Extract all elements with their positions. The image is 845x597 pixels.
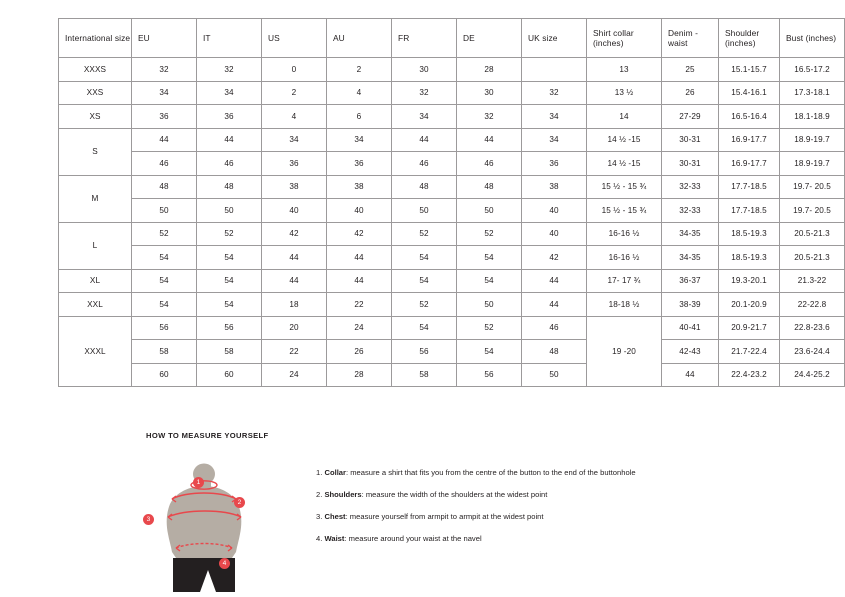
cell-international-size: XL bbox=[59, 269, 132, 293]
cell-au: 4 bbox=[327, 81, 392, 105]
cell-us: 44 bbox=[262, 269, 327, 293]
instruction-text: : measure yourself from armpit to armpit at the widest point bbox=[345, 511, 544, 521]
cell-it: 58 bbox=[197, 340, 262, 364]
instruction-term: Chest bbox=[324, 511, 346, 521]
cell-shirt-collar: 13 ½ bbox=[587, 81, 662, 105]
cell-eu: 44 bbox=[132, 128, 197, 152]
cell-de: 54 bbox=[457, 340, 522, 364]
cell-denim-waist: 26 bbox=[662, 81, 719, 105]
cell-de: 32 bbox=[457, 105, 522, 129]
cell-us: 18 bbox=[262, 293, 327, 317]
cell-uk: 48 bbox=[522, 340, 587, 364]
column-header-au: AU bbox=[327, 19, 392, 58]
cell-shirt-collar: 14 bbox=[587, 105, 662, 129]
cell-uk: 44 bbox=[522, 269, 587, 293]
cell-it: 54 bbox=[197, 293, 262, 317]
table-row bbox=[59, 175, 845, 199]
measure-instruction-list bbox=[316, 468, 746, 556]
table-row bbox=[59, 222, 845, 246]
cell-it: 36 bbox=[197, 105, 262, 129]
badge-2-shoulders: 2 bbox=[234, 497, 245, 508]
cell-uk: 34 bbox=[522, 105, 587, 129]
cell-international-size: XXL bbox=[59, 293, 132, 317]
table-row bbox=[59, 363, 845, 387]
cell-bust: 19.7- 20.5 bbox=[780, 175, 845, 199]
cell-shoulder: 18.5-19.3 bbox=[719, 246, 780, 270]
cell-shoulder: 15.4-16.1 bbox=[719, 81, 780, 105]
cell-denim-waist: 32-33 bbox=[662, 175, 719, 199]
column-header-eu: EU bbox=[132, 19, 197, 58]
instruction-term: Shoulders bbox=[324, 489, 362, 499]
cell-bust: 24.4-25.2 bbox=[780, 363, 845, 387]
cell-it: 34 bbox=[197, 81, 262, 105]
column-header-international-size: International size bbox=[59, 19, 132, 58]
cell-bust: 20.5-21.3 bbox=[780, 246, 845, 270]
cell-shoulder: 21.7-22.4 bbox=[719, 340, 780, 364]
cell-it: 32 bbox=[197, 58, 262, 82]
cell-de: 48 bbox=[457, 175, 522, 199]
cell-de: 54 bbox=[457, 269, 522, 293]
cell-shirt-collar: 15 ½ - 15 ¾ bbox=[587, 175, 662, 199]
cell-international-size: M bbox=[59, 175, 132, 222]
cell-eu: 54 bbox=[132, 246, 197, 270]
measure-instruction-waist bbox=[316, 534, 746, 543]
cell-fr: 30 bbox=[392, 58, 457, 82]
cell-fr: 54 bbox=[392, 316, 457, 340]
cell-de: 44 bbox=[457, 128, 522, 152]
cell-au: 26 bbox=[327, 340, 392, 364]
cell-au: 44 bbox=[327, 269, 392, 293]
cell-fr: 52 bbox=[392, 222, 457, 246]
cell-it: 48 bbox=[197, 175, 262, 199]
cell-it: 54 bbox=[197, 269, 262, 293]
table-row bbox=[59, 316, 845, 340]
how-to-measure-title: HOW TO MEASURE YOURSELF bbox=[146, 431, 269, 440]
table-header-row bbox=[59, 19, 845, 58]
cell-fr: 50 bbox=[392, 199, 457, 223]
cell-eu: 34 bbox=[132, 81, 197, 105]
table-body bbox=[59, 58, 845, 387]
cell-de: 30 bbox=[457, 81, 522, 105]
cell-shoulder: 18.5-19.3 bbox=[719, 222, 780, 246]
cell-au: 40 bbox=[327, 199, 392, 223]
cell-bust: 20.5-21.3 bbox=[780, 222, 845, 246]
cell-eu: 56 bbox=[132, 316, 197, 340]
column-header-shoulder: Shoulder (inches) bbox=[719, 19, 780, 58]
cell-fr: 32 bbox=[392, 81, 457, 105]
cell-denim-waist: 34-35 bbox=[662, 246, 719, 270]
badge-1-collar: 1 bbox=[193, 477, 204, 488]
cell-de: 50 bbox=[457, 199, 522, 223]
measure-instruction-shoulders bbox=[316, 490, 746, 499]
column-header-it: IT bbox=[197, 19, 262, 58]
cell-us: 4 bbox=[262, 105, 327, 129]
table-row bbox=[59, 340, 845, 364]
cell-shirt-collar: 14 ½ -15 bbox=[587, 128, 662, 152]
cell-it: 52 bbox=[197, 222, 262, 246]
cell-it: 46 bbox=[197, 152, 262, 176]
cell-au: 44 bbox=[327, 246, 392, 270]
cell-us: 40 bbox=[262, 199, 327, 223]
cell-uk: 40 bbox=[522, 222, 587, 246]
cell-shoulder: 22.4-23.2 bbox=[719, 363, 780, 387]
cell-bust: 23.6-24.4 bbox=[780, 340, 845, 364]
body-diagram bbox=[146, 462, 306, 592]
cell-us: 0 bbox=[262, 58, 327, 82]
cell-uk: 44 bbox=[522, 293, 587, 317]
table-row bbox=[59, 58, 845, 82]
table-row bbox=[59, 81, 845, 105]
cell-shirt-collar: 16-16 ½ bbox=[587, 246, 662, 270]
cell-au: 22 bbox=[327, 293, 392, 317]
column-header-denim-waist: Denim - waist bbox=[662, 19, 719, 58]
cell-eu: 46 bbox=[132, 152, 197, 176]
badge-3-chest: 3 bbox=[143, 514, 154, 525]
cell-de: 54 bbox=[457, 246, 522, 270]
cell-denim-waist: 30-31 bbox=[662, 152, 719, 176]
cell-eu: 52 bbox=[132, 222, 197, 246]
cell-fr: 48 bbox=[392, 175, 457, 199]
cell-fr: 54 bbox=[392, 269, 457, 293]
size-chart-table bbox=[58, 18, 845, 387]
cell-eu: 48 bbox=[132, 175, 197, 199]
cell-bust: 22.8-23.6 bbox=[780, 316, 845, 340]
instruction-text: : measure a shirt that fits you from the centre of the button to the end of the buttonhole bbox=[346, 468, 636, 477]
cell-denim-waist: 32-33 bbox=[662, 199, 719, 223]
cell-de: 46 bbox=[457, 152, 522, 176]
cell-bust: 21.3-22 bbox=[780, 269, 845, 293]
cell-bust: 16.5-17.2 bbox=[780, 58, 845, 82]
cell-us: 34 bbox=[262, 128, 327, 152]
cell-au: 24 bbox=[327, 316, 392, 340]
cell-uk bbox=[522, 58, 587, 82]
column-header-uk-size: UK size bbox=[522, 19, 587, 58]
badge-4-waist: 4 bbox=[219, 558, 230, 569]
cell-uk: 46 bbox=[522, 316, 587, 340]
table-row bbox=[59, 128, 845, 152]
cell-de: 28 bbox=[457, 58, 522, 82]
cell-au: 34 bbox=[327, 128, 392, 152]
cell-fr: 34 bbox=[392, 105, 457, 129]
cell-denim-waist: 27-29 bbox=[662, 105, 719, 129]
cell-fr: 54 bbox=[392, 246, 457, 270]
cell-bust: 17.3-18.1 bbox=[780, 81, 845, 105]
cell-shirt-collar: 19 -20 bbox=[587, 316, 662, 387]
table-row bbox=[59, 246, 845, 270]
cell-au: 36 bbox=[327, 152, 392, 176]
cell-au: 42 bbox=[327, 222, 392, 246]
cell-it: 56 bbox=[197, 316, 262, 340]
instruction-term: Waist bbox=[324, 533, 345, 543]
cell-eu: 50 bbox=[132, 199, 197, 223]
cell-shoulder: 17.7-18.5 bbox=[719, 199, 780, 223]
cell-uk: 42 bbox=[522, 246, 587, 270]
instruction-number: 4. bbox=[316, 533, 323, 543]
cell-denim-waist: 25 bbox=[662, 58, 719, 82]
instruction-text: : measure around your waist at the navel bbox=[344, 533, 482, 543]
cell-de: 56 bbox=[457, 363, 522, 387]
measure-instruction-chest bbox=[316, 512, 746, 521]
table-row bbox=[59, 105, 845, 129]
cell-shoulder: 16.5-16.4 bbox=[719, 105, 780, 129]
cell-bust: 19.7- 20.5 bbox=[780, 199, 845, 223]
cell-fr: 58 bbox=[392, 363, 457, 387]
measure-instruction-collar bbox=[316, 468, 746, 477]
cell-bust: 22-22.8 bbox=[780, 293, 845, 317]
cell-shoulder: 15.1-15.7 bbox=[719, 58, 780, 82]
cell-uk: 34 bbox=[522, 128, 587, 152]
cell-shoulder: 20.1-20.9 bbox=[719, 293, 780, 317]
cell-de: 50 bbox=[457, 293, 522, 317]
column-header-de: DE bbox=[457, 19, 522, 58]
cell-au: 38 bbox=[327, 175, 392, 199]
cell-au: 28 bbox=[327, 363, 392, 387]
table-row bbox=[59, 152, 845, 176]
cell-fr: 52 bbox=[392, 293, 457, 317]
cell-shirt-collar: 13 bbox=[587, 58, 662, 82]
cell-it: 60 bbox=[197, 363, 262, 387]
cell-international-size: XXXS bbox=[59, 58, 132, 82]
instruction-term: Collar bbox=[324, 468, 346, 477]
cell-denim-waist: 40-41 bbox=[662, 316, 719, 340]
column-header-fr: FR bbox=[392, 19, 457, 58]
cell-us: 20 bbox=[262, 316, 327, 340]
cell-eu: 58 bbox=[132, 340, 197, 364]
cell-international-size: XS bbox=[59, 105, 132, 129]
cell-uk: 36 bbox=[522, 152, 587, 176]
cell-fr: 56 bbox=[392, 340, 457, 364]
cell-fr: 46 bbox=[392, 152, 457, 176]
cell-us: 22 bbox=[262, 340, 327, 364]
cell-it: 54 bbox=[197, 246, 262, 270]
cell-international-size: S bbox=[59, 128, 132, 175]
cell-us: 42 bbox=[262, 222, 327, 246]
table-row bbox=[59, 199, 845, 223]
cell-eu: 32 bbox=[132, 58, 197, 82]
cell-shirt-collar: 14 ½ -15 bbox=[587, 152, 662, 176]
cell-eu: 54 bbox=[132, 293, 197, 317]
column-header-bust: Bust (inches) bbox=[780, 19, 845, 58]
cell-eu: 54 bbox=[132, 269, 197, 293]
cell-it: 44 bbox=[197, 128, 262, 152]
cell-denim-waist: 36-37 bbox=[662, 269, 719, 293]
column-header-us: US bbox=[262, 19, 327, 58]
column-header-shirt-collar: Shirt collar (inches) bbox=[587, 19, 662, 58]
table-row bbox=[59, 293, 845, 317]
cell-denim-waist: 44 bbox=[662, 363, 719, 387]
how-to-measure-section bbox=[146, 431, 746, 567]
cell-eu: 60 bbox=[132, 363, 197, 387]
instruction-text: : measure the width of the shoulders at the widest point bbox=[361, 489, 548, 499]
cell-us: 38 bbox=[262, 175, 327, 199]
cell-shoulder: 17.7-18.5 bbox=[719, 175, 780, 199]
cell-uk: 40 bbox=[522, 199, 587, 223]
cell-au: 2 bbox=[327, 58, 392, 82]
cell-shoulder: 16.9-17.7 bbox=[719, 128, 780, 152]
instruction-number: 3. bbox=[316, 511, 323, 521]
cell-international-size: XXXL bbox=[59, 316, 132, 387]
instruction-number: 2. bbox=[316, 489, 323, 499]
cell-us: 24 bbox=[262, 363, 327, 387]
cell-fr: 44 bbox=[392, 128, 457, 152]
cell-denim-waist: 30-31 bbox=[662, 128, 719, 152]
cell-shirt-collar: 16-16 ½ bbox=[587, 222, 662, 246]
instruction-number: 1. bbox=[316, 468, 323, 477]
cell-shoulder: 20.9-21.7 bbox=[719, 316, 780, 340]
cell-shirt-collar: 18-18 ½ bbox=[587, 293, 662, 317]
cell-denim-waist: 34-35 bbox=[662, 222, 719, 246]
cell-bust: 18.9-19.7 bbox=[780, 152, 845, 176]
table-row bbox=[59, 269, 845, 293]
table-header bbox=[59, 19, 845, 58]
cell-uk: 50 bbox=[522, 363, 587, 387]
cell-shirt-collar: 15 ½ - 15 ¾ bbox=[587, 199, 662, 223]
cell-eu: 36 bbox=[132, 105, 197, 129]
cell-international-size: L bbox=[59, 222, 132, 269]
cell-shoulder: 19.3-20.1 bbox=[719, 269, 780, 293]
size-chart-container bbox=[58, 18, 837, 387]
cell-us: 44 bbox=[262, 246, 327, 270]
cell-denim-waist: 42-43 bbox=[662, 340, 719, 364]
cell-it: 50 bbox=[197, 199, 262, 223]
cell-international-size: XXS bbox=[59, 81, 132, 105]
cell-uk: 32 bbox=[522, 81, 587, 105]
cell-denim-waist: 38-39 bbox=[662, 293, 719, 317]
cell-de: 52 bbox=[457, 316, 522, 340]
cell-uk: 38 bbox=[522, 175, 587, 199]
cell-bust: 18.9-19.7 bbox=[780, 128, 845, 152]
cell-shoulder: 16.9-17.7 bbox=[719, 152, 780, 176]
cell-de: 52 bbox=[457, 222, 522, 246]
cell-shirt-collar: 17- 17 ¾ bbox=[587, 269, 662, 293]
cell-au: 6 bbox=[327, 105, 392, 129]
cell-bust: 18.1-18.9 bbox=[780, 105, 845, 129]
cell-us: 36 bbox=[262, 152, 327, 176]
cell-us: 2 bbox=[262, 81, 327, 105]
